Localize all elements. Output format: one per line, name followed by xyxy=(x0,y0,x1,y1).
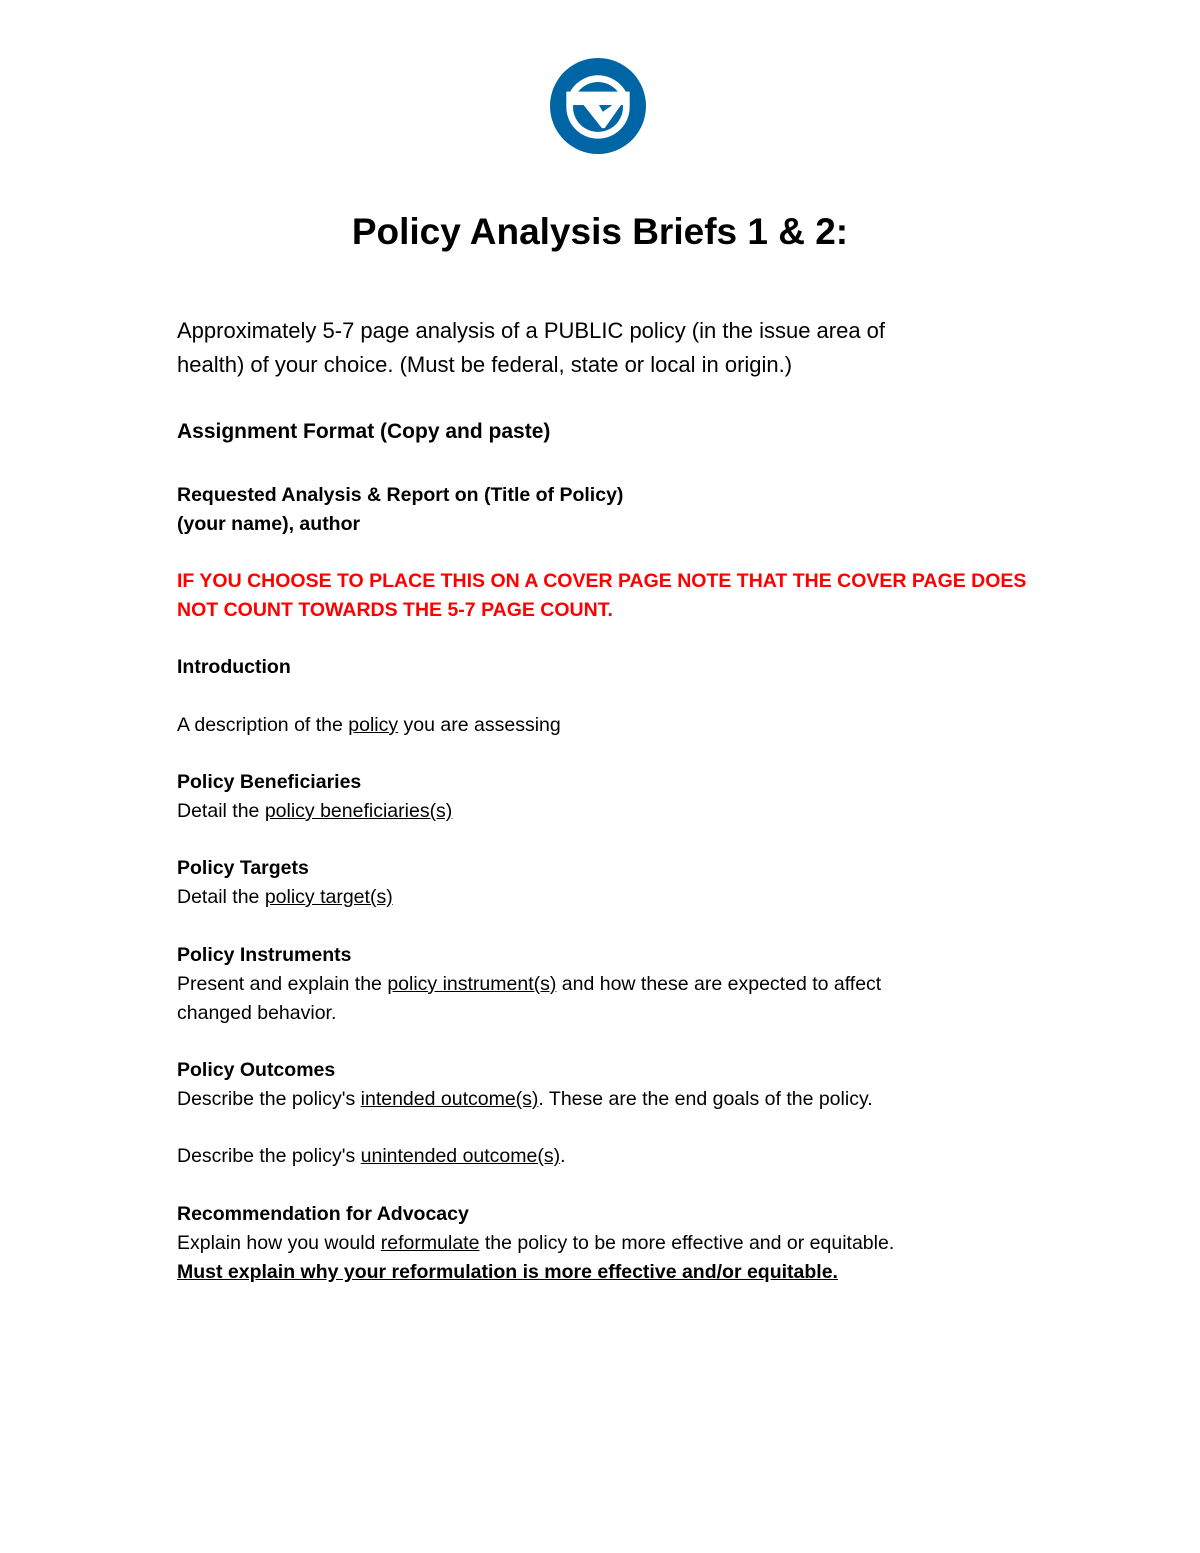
university-logo-icon xyxy=(550,58,646,154)
targets-heading: Policy Targets xyxy=(177,857,309,879)
outcomes-section xyxy=(177,1056,1057,1114)
page-title: Policy Analysis Briefs 1 & 2: xyxy=(351,211,849,252)
intended-outcomes-underlined: intended outcome(s) xyxy=(360,1088,539,1110)
report-title-line-2: (your name), author xyxy=(177,513,361,535)
intended-outcomes-text xyxy=(177,1085,1057,1114)
recommendation-section xyxy=(177,1200,1057,1287)
intro-paragraph xyxy=(177,314,1037,382)
introduction-heading: Introduction xyxy=(177,656,291,678)
beneficiaries-section xyxy=(177,768,1057,826)
introduction-text-underlined: policy xyxy=(348,714,399,736)
recommendation-emphasis: Must explain why your reformulation is more effective and/or equitable. xyxy=(177,1261,838,1283)
report-title-line-1: Requested Analysis & Report on (Title of Policy) xyxy=(177,484,624,506)
unintended-outcomes xyxy=(177,1142,1057,1171)
report-title-block xyxy=(177,481,1057,539)
targets-text xyxy=(177,883,1057,912)
outcomes-heading: Policy Outcomes xyxy=(177,1059,336,1081)
beneficiaries-text xyxy=(177,797,1057,826)
unintended-outcomes-pre: Describe the policy's xyxy=(177,1145,361,1167)
assignment-format-heading: Assignment Format (Copy and paste) xyxy=(177,420,551,443)
recommendation-text xyxy=(177,1229,1057,1258)
intro-line-2: health) of your choice. (Must be federal, state or local in origin.) xyxy=(177,352,793,377)
beneficiaries-heading: Policy Beneficiaries xyxy=(177,771,362,793)
instruments-text-underlined: policy instrument(s) xyxy=(387,973,557,995)
cover-note-line-1: IF YOU CHOOSE TO PLACE THIS ON A COVER PAGE NOTE THAT THE COVER PAGE DOES xyxy=(177,570,1027,592)
instruments-text-pre: Present and explain the xyxy=(177,973,388,995)
unintended-outcomes-post: . xyxy=(560,1145,566,1167)
recommendation-text-pre: Explain how you would xyxy=(177,1232,381,1254)
targets-text-pre: Detail the xyxy=(177,886,265,908)
recommendation-text-underlined: reformulate xyxy=(380,1232,480,1254)
introduction-text-post: you are assessing xyxy=(398,714,561,736)
cover-page-note xyxy=(177,567,1057,625)
unintended-outcomes-underlined: unintended outcome(s) xyxy=(360,1145,561,1167)
introduction-text-line xyxy=(177,711,1057,740)
introduction-text xyxy=(177,711,1057,740)
recommendation-text-post: the policy to be more effective and or equitable. xyxy=(479,1232,895,1254)
instruments-text-line-2: changed behavior. xyxy=(177,1002,337,1024)
introduction-section xyxy=(177,653,1057,682)
cover-note-line-2: NOT COUNT TOWARDS THE 5-7 PAGE COUNT. xyxy=(177,599,613,621)
instruments-text-line-1 xyxy=(177,970,1057,999)
intended-outcomes-post: . These are the end goals of the policy. xyxy=(538,1088,873,1110)
introduction-text-pre: A description of the xyxy=(177,714,349,736)
beneficiaries-text-underlined: policy beneficiaries(s) xyxy=(264,800,453,822)
intended-outcomes-pre: Describe the policy's xyxy=(177,1088,361,1110)
instruments-heading: Policy Instruments xyxy=(177,944,352,966)
unintended-outcomes-text xyxy=(177,1142,1057,1171)
recommendation-heading: Recommendation for Advocacy xyxy=(177,1203,469,1225)
beneficiaries-text-pre: Detail the xyxy=(177,800,265,822)
instruments-section xyxy=(177,941,1057,1028)
instruments-text-post: and how these are expected to affect xyxy=(556,973,882,995)
targets-text-underlined: policy target(s) xyxy=(264,886,393,908)
intro-line-1: Approximately 5-7 page analysis of a PUBLIC policy (in the issue area of xyxy=(177,318,886,343)
targets-section xyxy=(177,854,1057,912)
